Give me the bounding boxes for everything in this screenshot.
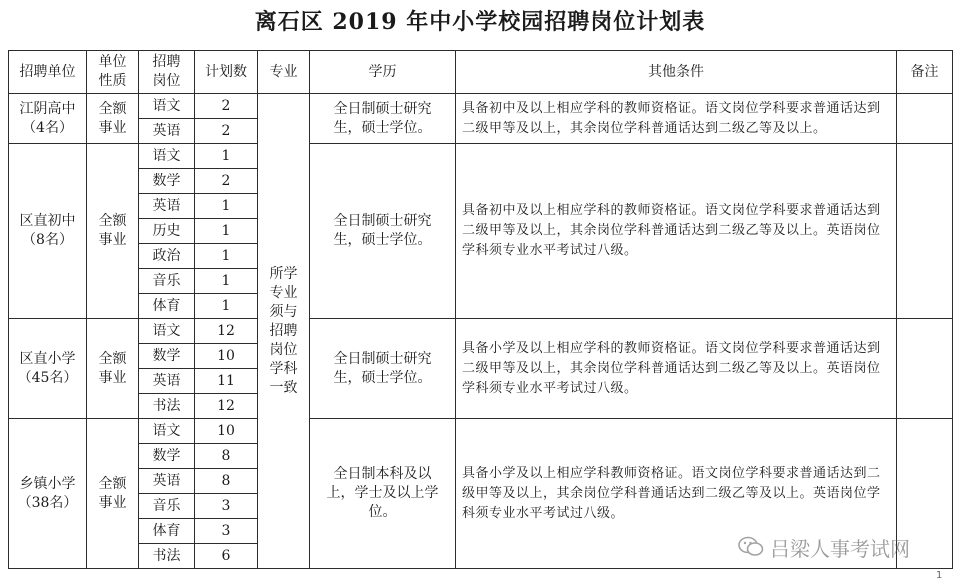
nature-cell: 全额 事业 [87, 94, 139, 144]
table-row [9, 319, 953, 344]
count-cell: 3 [195, 494, 258, 519]
count-cell: 3 [195, 519, 258, 544]
page-number: 1 [936, 570, 943, 581]
watermark-text: 吕梁人事考试网 [770, 536, 910, 561]
count-cell: 1 [195, 269, 258, 294]
unit-cell: 乡镇小学 （38名） [9, 419, 87, 569]
count-cell: 8 [195, 444, 258, 469]
table-row [9, 144, 953, 169]
count-cell: 8 [195, 469, 258, 494]
table-header-row [9, 51, 953, 94]
subject-cell: 数学 [139, 444, 195, 469]
header-unit: 招聘单位 [9, 51, 87, 94]
subject-cell: 英语 [139, 194, 195, 219]
count-cell: 1 [195, 144, 258, 169]
count-cell: 2 [195, 94, 258, 119]
table-row [9, 419, 953, 444]
subject-cell: 数学 [139, 169, 195, 194]
header-remarks: 备注 [897, 51, 953, 94]
recruitment-table [8, 50, 953, 569]
conditions-cell: 具备小学及以上相应学科的教师资格证。语文岗位学科要求普通话达到二级甲等及以上，其余岗位学科普通话达到二级乙等及以上。英语岗位学科须专业水平考试过八级。 [456, 319, 897, 419]
header-nature: 单位 性质 [87, 51, 139, 94]
nature-cell: 全额 事业 [87, 144, 139, 319]
education-cell: 全日制本科及以 上，学士及以上学 位。 [310, 419, 456, 569]
count-cell: 11 [195, 369, 258, 394]
subject-cell: 书法 [139, 544, 195, 569]
remarks-cell [897, 144, 953, 319]
major-cell: 所学 专业 须与 招聘 岗位 学科 一致 [258, 94, 310, 569]
count-cell: 1 [195, 194, 258, 219]
unit-cell: 区直小学 （45名） [9, 319, 87, 419]
count-cell: 1 [195, 244, 258, 269]
count-cell: 2 [195, 119, 258, 144]
subject-cell: 英语 [139, 119, 195, 144]
unit-cell: 区直初中 （8名） [9, 144, 87, 319]
header-education: 学历 [310, 51, 456, 94]
count-cell: 1 [195, 219, 258, 244]
header-major: 专业 [258, 51, 310, 94]
page-title: 离石区 2019 年中小学校园招聘岗位计划表 [254, 9, 706, 35]
header-plan: 计划数 [195, 51, 258, 94]
subject-cell: 政治 [139, 244, 195, 269]
header-conditions: 其他条件 [456, 51, 897, 94]
count-cell: 2 [195, 169, 258, 194]
table-row [9, 94, 953, 119]
subject-cell: 音乐 [139, 269, 195, 294]
conditions-cell: 具备初中及以上相应学科的教师资格证。语文岗位学科要求普通话达到二级甲等及以上，其余岗位学科普通话达到二级乙等及以上。 [456, 94, 897, 144]
count-cell: 10 [195, 419, 258, 444]
nature-cell: 全额 事业 [87, 419, 139, 569]
education-cell: 全日制硕士研究 生，硕士学位。 [310, 94, 456, 144]
count-cell: 10 [195, 344, 258, 369]
subject-cell: 语文 [139, 419, 195, 444]
subject-cell: 体育 [139, 294, 195, 319]
education-cell: 全日制硕士研究 生，硕士学位。 [310, 319, 456, 419]
subject-cell: 语文 [139, 144, 195, 169]
conditions-cell: 具备初中及以上相应学科的教师资格证。语文岗位学科要求普通话达到二级甲等及以上，其余岗位学科普通话达到二级乙等及以上。英语岗位学科须专业水平考试过八级。 [456, 144, 897, 319]
remarks-cell [897, 419, 953, 569]
subject-cell: 语文 [139, 94, 195, 119]
subject-cell: 音乐 [139, 494, 195, 519]
remarks-cell [897, 94, 953, 144]
unit-cell: 江阴高中 （4名） [9, 94, 87, 144]
count-cell: 1 [195, 294, 258, 319]
remarks-cell [897, 319, 953, 419]
subject-cell: 书法 [139, 394, 195, 419]
subject-cell: 历史 [139, 219, 195, 244]
subject-cell: 语文 [139, 319, 195, 344]
count-cell: 6 [195, 544, 258, 569]
nature-cell: 全额 事业 [87, 319, 139, 419]
subject-cell: 数学 [139, 344, 195, 369]
education-cell: 全日制硕士研究 生，硕士学位。 [310, 144, 456, 319]
header-position: 招聘 岗位 [139, 51, 195, 94]
count-cell: 12 [195, 319, 258, 344]
count-cell: 12 [195, 394, 258, 419]
subject-cell: 体育 [139, 519, 195, 544]
subject-cell: 英语 [139, 469, 195, 494]
subject-cell: 英语 [139, 369, 195, 394]
conditions-cell: 具备小学及以上相应学科教师资格证。语文岗位学科要求普通话达到二级甲等及以上，其余岗位学科普通话达到二级乙等及以上。英语岗位学科须专业水平考试过八级。 [456, 419, 897, 569]
